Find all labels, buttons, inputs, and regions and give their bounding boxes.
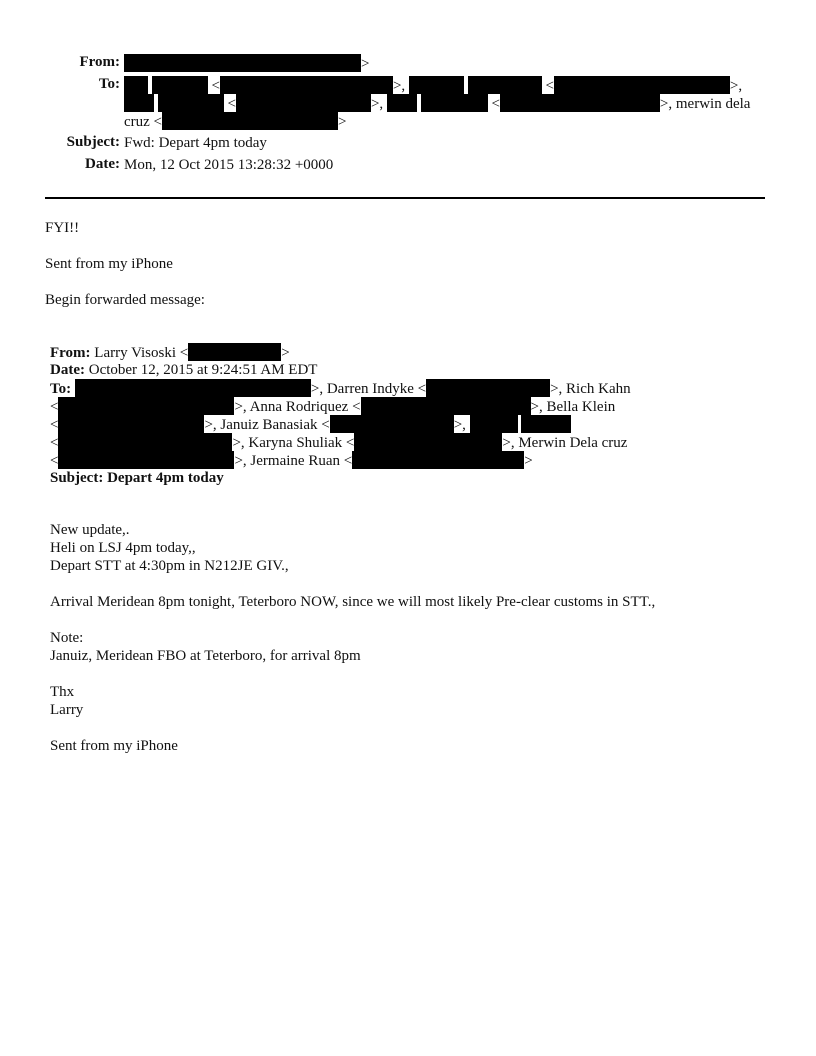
fwd-to-5: < >, Jermaine Ruan < >: [50, 453, 533, 469]
redaction: [409, 76, 464, 94]
fwd-to-1: [50, 379, 631, 398]
redaction: [521, 415, 571, 433]
fwd-date: [50, 361, 317, 379]
redaction: [58, 397, 234, 415]
fwd-to-r2b: >, Bella Klein: [530, 399, 616, 415]
from-label: From:: [79, 54, 120, 70]
fwd-date-label: Date:: [50, 362, 85, 378]
msg-line: Januiz, Meridean FBO at Teterboro, for arrival 8pm: [50, 648, 361, 664]
fwd-from: From: Larry Visoski < >: [50, 345, 290, 361]
redaction: [188, 343, 281, 361]
to-line-2: < >, < >, merwin dela: [124, 94, 750, 113]
redaction: [421, 94, 488, 112]
redaction: [470, 415, 518, 433]
fwd-subject-label: Subject:: [50, 470, 104, 486]
redaction: [158, 94, 224, 112]
msg-line: New update,.: [50, 522, 130, 538]
msg-line: Heli on LSJ 4pm today,,: [50, 540, 196, 556]
redaction: [500, 94, 660, 112]
fwd-to-r4b: >, Merwin Dela cruz: [502, 435, 628, 451]
fwd-to-4: < >, Karyna Shuliak < >, Merwin Dela cruz: [50, 435, 628, 451]
redaction: [361, 397, 531, 415]
redaction: [75, 379, 311, 397]
redaction: [124, 54, 361, 72]
fwd-to-label: To:: [50, 381, 72, 397]
redaction: [220, 76, 393, 94]
date-value: Mon, 12 Oct 2015 13:28:32 +0000: [124, 157, 334, 173]
redaction: [162, 112, 338, 130]
redaction: [468, 76, 542, 94]
fwd-from-name: Larry Visoski <: [90, 345, 189, 361]
to-line-3: cruz < >: [124, 114, 347, 130]
redaction: [58, 433, 232, 451]
to-name-cont: cruz <: [124, 114, 163, 130]
fwd-date-value: October 12, 2015 at 9:24:51 AM EDT: [84, 362, 318, 378]
to-label: To:: [98, 76, 120, 92]
redaction: [124, 94, 154, 112]
fwd-to-r3a: >, Januiz Banasiak <: [204, 417, 330, 433]
redaction: [554, 76, 730, 94]
from-value: >: [124, 54, 369, 73]
fwd-subject-value: Depart 4pm today: [103, 470, 224, 486]
fwd-to-r1b: >, Rich Kahn: [550, 381, 631, 397]
fwd-subject: [50, 469, 224, 487]
redaction: [58, 415, 204, 433]
redaction: [330, 415, 454, 433]
subject-value: Fwd: Depart 4pm today: [124, 135, 267, 151]
msg-line: Thx: [50, 684, 75, 700]
redaction: [352, 451, 524, 469]
redaction: [236, 94, 371, 112]
msg-line: Sent from my iPhone: [50, 738, 178, 754]
subject-label: Subject:: [66, 134, 120, 150]
body-line-1: FYI!!: [45, 220, 80, 236]
redaction: [124, 76, 148, 94]
redaction: [387, 94, 417, 112]
fwd-to-3: < >, Januiz Banasiak < >,: [50, 415, 571, 434]
fwd-to-r5a: >, Jermaine Ruan <: [234, 453, 353, 469]
divider: [45, 197, 765, 199]
body-line-2: Sent from my iPhone: [45, 256, 173, 272]
redaction: [152, 76, 208, 94]
redaction: [426, 379, 550, 397]
fwd-to-r3b: >,: [453, 417, 466, 433]
body-line-3: Begin forwarded message:: [45, 292, 205, 308]
msg-line: Arrival Meridean 8pm tonight, Teterboro NOW, since we will most likely Pre-clear customs in STT.,: [50, 594, 656, 610]
fwd-to-2: < >, Anna Rodriquez < >, Bella Klein: [50, 399, 616, 415]
fwd-to-r4a: >, Karyna Shuliak <: [232, 435, 355, 451]
msg-line: Note:: [50, 630, 84, 646]
fwd-from-label: From:: [50, 345, 91, 361]
date-label: Date:: [85, 156, 120, 172]
fwd-to-r1: >, Darren Indyke <: [310, 381, 427, 397]
to-name: , merwin dela: [668, 96, 751, 112]
redaction: [354, 433, 502, 451]
msg-line: Larry: [50, 702, 84, 718]
msg-line: Depart STT at 4:30pm in N212JE GIV.,: [50, 558, 289, 574]
fwd-to-r2a: >, Anna Rodriquez <: [234, 399, 361, 415]
to-line-1: < >, < >,: [124, 76, 742, 95]
redaction: [58, 451, 234, 469]
